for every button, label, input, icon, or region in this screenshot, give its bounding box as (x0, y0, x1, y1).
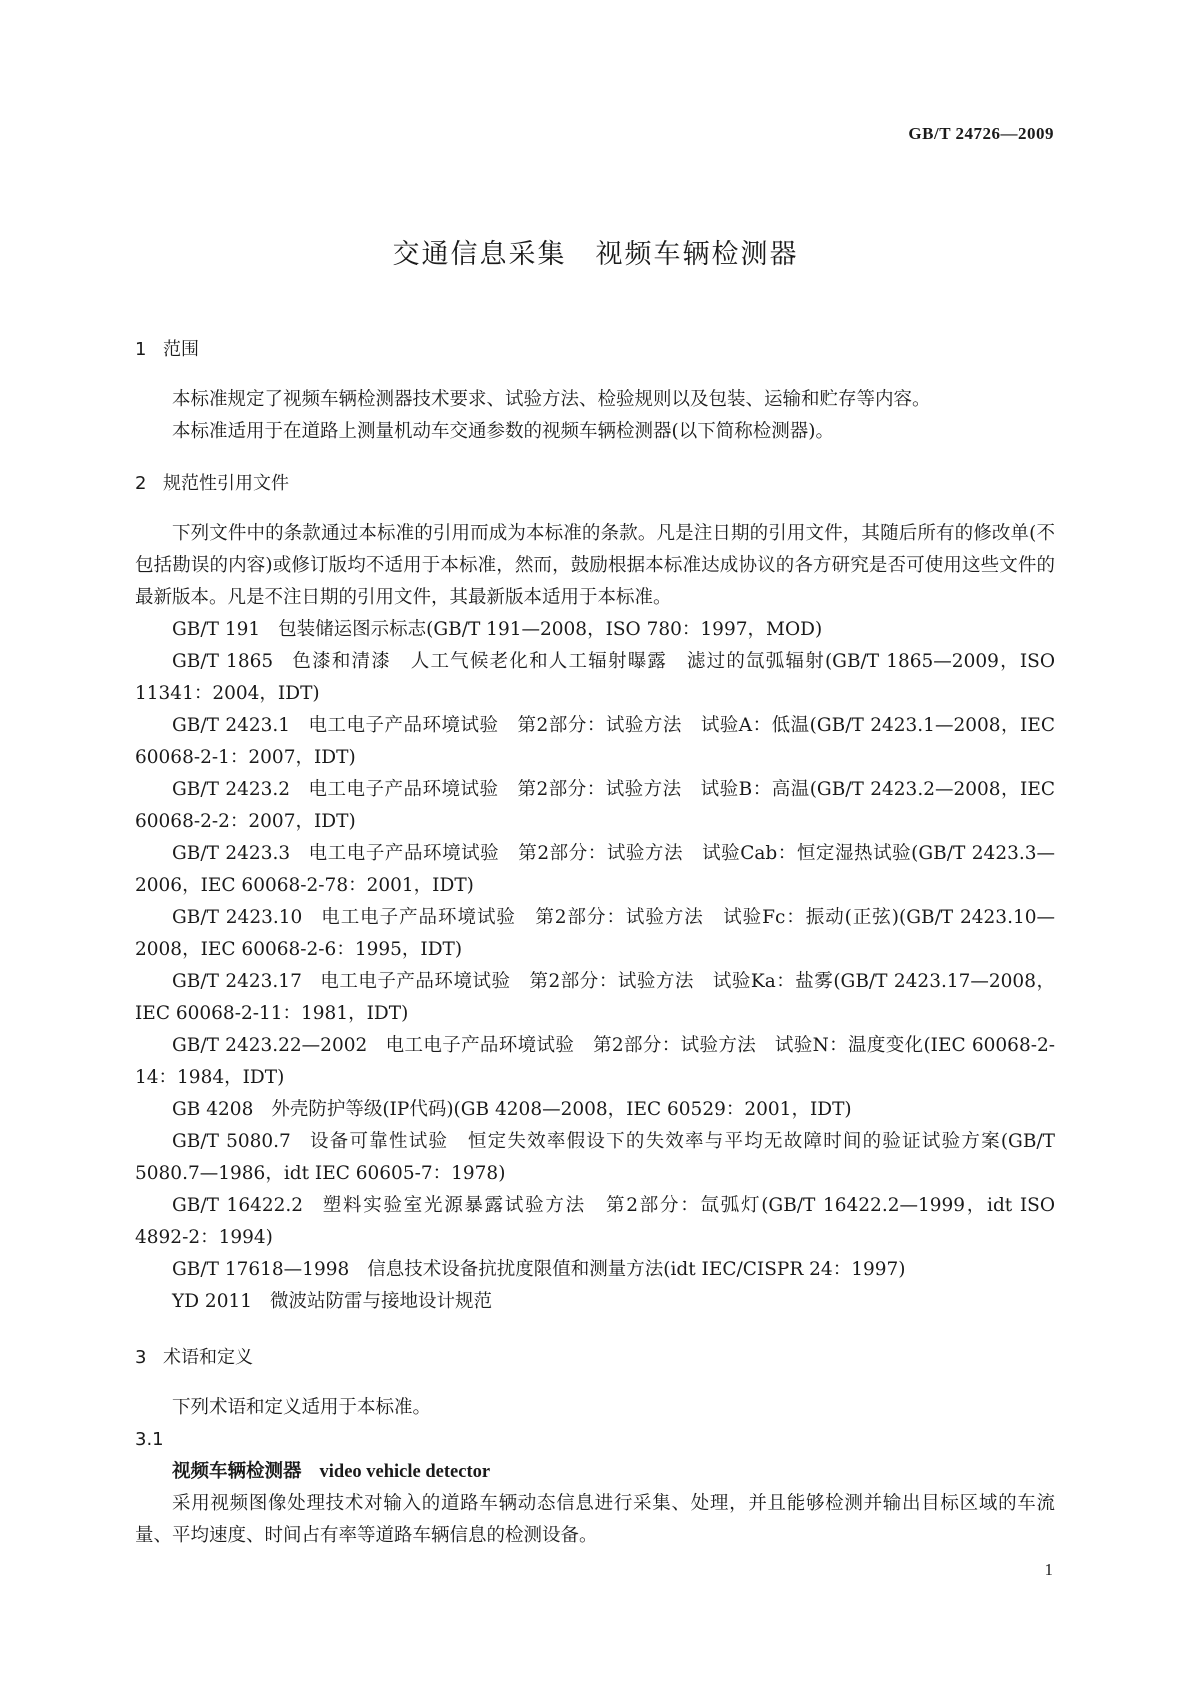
reference-item (135, 1286, 1055, 1318)
reference-title: 电工电子产品环境试验 第2部分：试验方法 试验Cab：恒定湿热试验(GB/T 2423.3—2006，IEC 60068-2-78：2001，IDT) (135, 843, 1056, 896)
term-definition: 采用视频图像处理技术对输入的道路车辆动态信息进行采集、处理，并且能够检测并输出目标区域的车流量、平均速度、时间占有率等道路车辆信息的检测设备。 (135, 1493, 1055, 1546)
reference-title: 电工电子产品环境试验 第2部分：试验方法 试验B：高温(GB/T 2423.2—2008，IEC 60068-2-2：2007，IDT) (135, 779, 1055, 832)
reference-title: 塑料实验室光源暴露试验方法 第2部分：氙弧灯(GB/T 16422.2—1999，idt ISO 4892-2：1994) (135, 1195, 1055, 1248)
reference-title: 电工电子产品环境试验 第2部分：试验方法 试验Ka：盐雾(GB/T 2423.17—2008，IEC 60068-2-11：1981，IDT) (135, 971, 1055, 1024)
reference-item (135, 838, 1055, 902)
reference-item (135, 1126, 1055, 1190)
reference-code: YD 2011 (172, 1291, 253, 1312)
reference-title: 电工电子产品环境试验 第2部分：试验方法 试验A：低温(GB/T 2423.1—2008，IEC 60068-2-1：2007，IDT) (135, 715, 1055, 768)
reference-code: GB/T 17618—1998 (172, 1259, 350, 1280)
reference-item (135, 1190, 1055, 1254)
paragraph: 本标准适用于在道路上测量机动车交通参数的视频车辆检测器(以下简称检测器)。 (172, 421, 834, 442)
section-heading (135, 1342, 1055, 1374)
paragraph: 下列术语和定义适用于本标准。 (172, 1397, 432, 1418)
reference-code: GB/T 5080.7 (172, 1131, 291, 1152)
reference-item (135, 1254, 1055, 1286)
page-number: 1 (1044, 1560, 1053, 1579)
reference-item (135, 614, 1055, 646)
reference-item (135, 710, 1055, 774)
reference-title: 微波站防雷与接地设计规范 (270, 1291, 493, 1312)
section-title: 范围 (163, 339, 199, 360)
term-chinese: 视频车辆检测器 (172, 1461, 302, 1482)
reference-title: 外壳防护等级(IP代码)(GB 4208—2008，IEC 60529：2001，IDT) (271, 1099, 852, 1120)
reference-title: 电工电子产品环境试验 第2部分：试验方法 试验N：温度变化(IEC 60068-2-14：1984，IDT) (135, 1035, 1055, 1088)
section-number: 2 (135, 473, 147, 494)
reference-item (135, 1094, 1055, 1126)
section-heading (135, 468, 1055, 500)
reference-title: 色漆和清漆 人工气候老化和人工辐射曝露 滤过的氙弧辐射(GB/T 1865—2009，ISO 11341：2004，IDT) (135, 651, 1055, 704)
reference-title: 包装储运图示标志(GB/T 191—2008，ISO 780：1997，MOD) (278, 619, 823, 640)
reference-code: GB 4208 (172, 1099, 254, 1120)
reference-code: GB/T 2423.10 (172, 907, 303, 928)
paragraph: 下列文件中的条款通过本标准的引用而成为本标准的条款。凡是注日期的引用文件，其随后所有的修改单(不包括勘误的内容)或修订版均不适用于本标准，然而，鼓励根据本标准达成协议的各方研究是否可使用这些文件的最新版本。凡是不注日期的引用文件，其最新版本适用于本标准。 (135, 523, 1055, 608)
reference-code: GB/T 2423.1 (172, 715, 291, 736)
reference-title: 设备可靠性试验 恒定失效率假设下的失效率与平均无故障时间的验证试验方案(GB/T 5080.7—1986，idt IEC 60605-7：1978) (135, 1131, 1055, 1184)
reference-code: GB/T 16422.2 (172, 1195, 304, 1216)
section-number: 3 (135, 1347, 147, 1368)
term-entry (135, 1456, 1055, 1488)
reference-code: GB/T 2423.17 (172, 971, 302, 992)
reference-item (135, 902, 1055, 966)
document-title: 交通信息采集 视频车辆检测器 (392, 239, 799, 270)
reference-code: GB/T 2423.3 (172, 843, 291, 864)
reference-title: 电工电子产品环境试验 第2部分：试验方法 试验Fc：振动(正弦)(GB/T 2423.10—2008，IEC 60068-2-6：1995，IDT) (135, 907, 1055, 960)
reference-title: 信息技术设备抗扰度限值和测量方法(idt IEC/CISPR 24：1997) (367, 1259, 906, 1280)
standard-code: GB/T 24726—2009 (908, 124, 1054, 143)
reference-item (135, 1030, 1055, 1094)
document-body (135, 334, 1055, 1552)
reference-code: GB/T 191 (172, 619, 261, 640)
paragraph: 本标准规定了视频车辆检测器技术要求、试验方法、检验规则以及包装、运输和贮存等内容。 (172, 389, 931, 410)
reference-code: GB/T 1865 (172, 651, 274, 672)
subsection-number: 3.1 (135, 1429, 164, 1450)
section-title: 规范性引用文件 (163, 473, 289, 494)
term-english: video vehicle detector (319, 1462, 491, 1482)
reference-code: GB/T 2423.22—2002 (172, 1035, 368, 1056)
reference-item (135, 966, 1055, 1030)
section-heading (135, 334, 1055, 366)
reference-code: GB/T 2423.2 (172, 779, 291, 800)
reference-item (135, 646, 1055, 710)
section-number: 1 (135, 339, 147, 360)
section-title: 术语和定义 (163, 1347, 253, 1368)
reference-item (135, 774, 1055, 838)
